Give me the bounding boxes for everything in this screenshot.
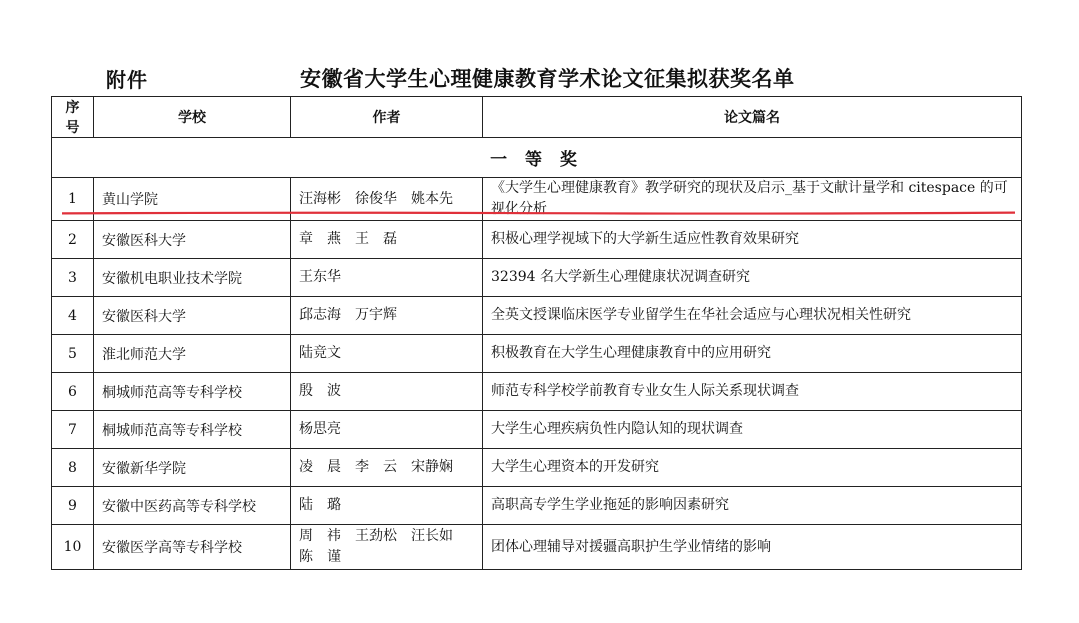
cell-school: 安徽医科大学 (94, 297, 291, 335)
cell-no: 1 (52, 178, 94, 221)
red-pen-stroke (62, 213, 1015, 214)
table-row (52, 487, 1022, 525)
cell-authors: 陆竞文 (291, 335, 483, 373)
col-header-paper: 论文篇名 (483, 97, 1022, 138)
cell-authors: 陆 璐 (291, 487, 483, 525)
cell-school: 黄山学院 (94, 178, 291, 221)
table-row (52, 297, 1022, 335)
cell-authors: 杨思亮 (291, 411, 483, 449)
prize-level-row (52, 138, 1022, 178)
cell-no: 2 (52, 221, 94, 259)
table-row (52, 259, 1022, 297)
attachment-label: 附件 (106, 68, 148, 92)
cell-no: 10 (52, 525, 94, 570)
cell-paper: 高职高专学生学业拖延的影响因素研究 (483, 487, 1022, 525)
cell-no: 6 (52, 373, 94, 411)
cell-school: 安徽中医药高等专科学校 (94, 487, 291, 525)
cell-paper: 全英文授课临床医学专业留学生在华社会适应与心理状况相关性研究 (483, 297, 1022, 335)
cell-authors: 周 祎 王劲松 汪长如 陈 谨 (291, 525, 483, 570)
cell-no: 9 (52, 487, 94, 525)
table-header-row (52, 97, 1022, 138)
cell-authors: 殷 波 (291, 373, 483, 411)
cell-school: 安徽新华学院 (94, 449, 291, 487)
cell-no: 3 (52, 259, 94, 297)
table-row (52, 525, 1022, 570)
cell-paper: 大学生心理资本的开发研究 (483, 449, 1022, 487)
col-header-school: 学校 (94, 97, 291, 138)
red-pen-underline (62, 211, 1015, 215)
col-header-author: 作者 (291, 97, 483, 138)
table-row (52, 221, 1022, 259)
award-table (51, 96, 1022, 570)
cell-authors: 凌 晨 李 云 宋静娴 (291, 449, 483, 487)
cell-paper: 积极教育在大学生心理健康教育中的应用研究 (483, 335, 1022, 373)
cell-school: 安徽机电职业技术学院 (94, 259, 291, 297)
document-title: 安徽省大学生心理健康教育学术论文征集拟获奖名单 (300, 67, 795, 91)
col-header-no: 序号 (52, 97, 94, 138)
cell-authors: 汪海彬 徐俊华 姚本先 (291, 178, 483, 221)
prize-level: 一 等 奖 (52, 138, 1022, 178)
cell-school: 桐城师范高等专科学校 (94, 373, 291, 411)
cell-school: 桐城师范高等专科学校 (94, 411, 291, 449)
cell-paper: 团体心理辅导对援疆高职护生学业情绪的影响 (483, 525, 1022, 570)
cell-paper: 大学生心理疾病负性内隐认知的现状调查 (483, 411, 1022, 449)
cell-school: 安徽医科大学 (94, 221, 291, 259)
cell-school: 安徽医学高等专科学校 (94, 525, 291, 570)
cell-paper: 积极心理学视域下的大学新生适应性教育效果研究 (483, 221, 1022, 259)
cell-paper: 《大学生心理健康教育》教学研究的现状及启示_基于文献计量学和 citespace 的可视化分析 (483, 178, 1022, 221)
table-row (52, 335, 1022, 373)
table-row (52, 373, 1022, 411)
cell-no: 5 (52, 335, 94, 373)
table-row (52, 449, 1022, 487)
cell-no: 4 (52, 297, 94, 335)
table-row (52, 411, 1022, 449)
cell-authors: 邱志海 万宇辉 (291, 297, 483, 335)
cell-paper: 师范专科学校学前教育专业女生人际关系现状调查 (483, 373, 1022, 411)
cell-paper: 32394 名大学新生心理健康状况调查研究 (483, 259, 1022, 297)
cell-school: 淮北师范大学 (94, 335, 291, 373)
cell-no: 8 (52, 449, 94, 487)
cell-no: 7 (52, 411, 94, 449)
cell-authors: 章 燕 王 磊 (291, 221, 483, 259)
cell-authors: 王东华 (291, 259, 483, 297)
